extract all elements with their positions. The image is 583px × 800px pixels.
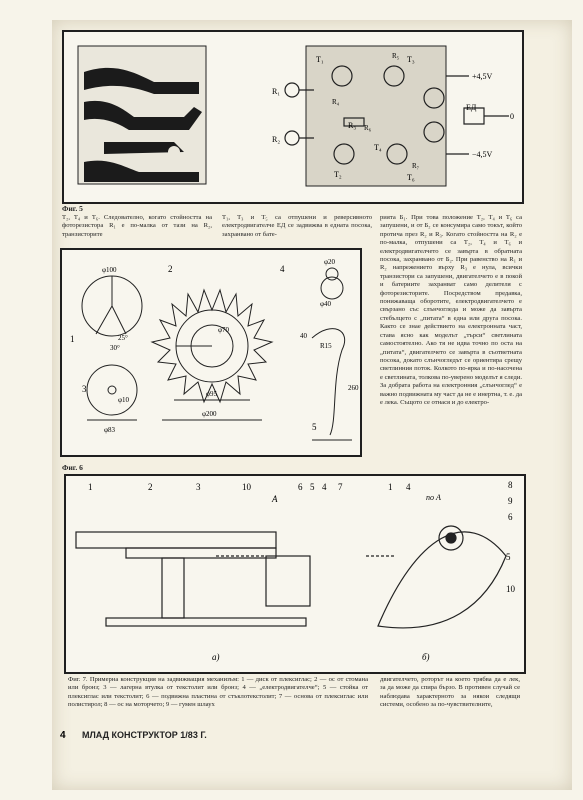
fig5-drawing <box>64 32 522 202</box>
fig6-drawing <box>62 250 360 455</box>
fig6-d83: φ83 <box>104 426 116 434</box>
fig5-zero: 0 <box>510 112 514 121</box>
fig6-d100: φ100 <box>102 266 117 274</box>
fig6-d40: φ40 <box>320 300 332 308</box>
fig7-n4: 4 <box>322 482 327 492</box>
fig7-n2: 2 <box>148 482 153 492</box>
fig6-n4: 4 <box>280 264 285 274</box>
fig5-r1: R₁ <box>272 87 281 96</box>
fig7-n5: 5 <box>310 482 315 492</box>
fig5-r4: R₄ <box>332 98 340 106</box>
fig7-n1b: 1 <box>388 482 393 492</box>
fig7-n1: 1 <box>88 482 93 492</box>
fig6-frame <box>60 248 362 457</box>
fig5-plus: +4,5V <box>472 72 493 81</box>
fig6-caption: Фиг. 6 <box>62 463 83 472</box>
fig6-n3: 3 <box>82 384 87 394</box>
fig5-minus: −4,5V <box>472 150 493 159</box>
fig5-t4: T₄ <box>374 143 382 152</box>
fig7-n4b: 4 <box>406 482 411 492</box>
fig5-t6: T₆ <box>407 173 415 182</box>
fig7-n3: 3 <box>196 482 201 492</box>
fig7-drawing <box>66 476 524 672</box>
fig7-n10: 10 <box>242 482 251 492</box>
text2-col2: двигателчето, роторът на което трябва да е лек, за да може да спира бързо. В противен случай се наблюдава характерното за някои следящи системи, особено за по-чувствителните, <box>380 676 520 709</box>
component-board <box>306 46 446 186</box>
fig7-poa: по A <box>426 493 441 502</box>
magazine-title: МЛАД КОНСТРУКТОР 1/83 Г. <box>82 730 207 740</box>
fig5-ed: ЕД <box>466 103 477 112</box>
fig7-frame <box>64 474 526 674</box>
text1-col2: T₁, T₃ и T₅ са отпушени и реверсивното електродвигателче ЕД се задвижва в едната посока, захранвано от бате- <box>222 214 372 238</box>
fig7-n9: 9 <box>508 496 513 506</box>
fig6-d20: φ20 <box>324 258 336 266</box>
fig7-a: A <box>272 494 278 504</box>
fig6-h40: 40 <box>300 332 307 340</box>
fig5-r2: R₂ <box>272 135 281 144</box>
fig6-n2: 2 <box>168 264 173 274</box>
fig6-r15: R15 <box>320 342 332 350</box>
fig6-h260: 260 <box>348 384 359 392</box>
fig5-t1: T₁ <box>316 55 324 64</box>
fig7-n10b: 10 <box>506 584 515 594</box>
page-number: 4 <box>60 730 66 741</box>
fig7-tb: б) <box>422 652 430 662</box>
fig7-ta: a) <box>212 652 220 662</box>
pcb-traces <box>78 46 206 184</box>
fig5-t3: T₃ <box>407 55 415 64</box>
fig7-n6: 6 <box>298 482 303 492</box>
text1-col3: рията Б₁. При това положение T₂, T₄ и T₆ са запушени, и от Б₂ се консумира само токът, който протича през R₂ и R₃. Когато стойността на R₂ е по-малка, отпушени са T₂, T₄ и T₆ и електродвигателчето се завърта в обратната посока, захранвано от Б₂. При равенство на R₁ и R₂ напрежението върху R₃ е нула, всички транзистори са запушени, двигателчето е в покой и батериите захранват само делителя с фоторезисторите. Посредством предавка, понижаваща оборотите, електродвигателчето е свързано със слънчогледа и може да завърта стебълцето с „питата“ в една или друга посока. Както се знае действието на електронната част, става ясно как моделът „търси“ светлината самостоятелно. Ако тя не идва точно по оста на „питата“, двигателчето се завърта в съответната посока, докато слънчогледът се ориентира срещу светлинния поток. Колкото по-ярка и по-насочена е светлината, толкова по-уверено моделът я следи. За добрата работа на електронния „слънчоглед“ е важно подвижната му част да не е инертна, т. е. да е лека. Същото се отнася и до електро- <box>380 214 522 406</box>
fig5-r5: R₅ <box>392 52 400 60</box>
fig5-frame <box>62 30 524 204</box>
fig7-n7: 7 <box>338 482 343 492</box>
fig6-d10: φ10 <box>118 396 130 404</box>
fig6-n1: 1 <box>70 334 75 344</box>
fig6-d95: φ95 <box>206 390 218 398</box>
fig7-n6b: 6 <box>508 512 513 522</box>
fig7-n8: 8 <box>508 480 513 490</box>
fig6-n5: 5 <box>312 422 317 432</box>
fig5-r7: R₇ <box>412 162 420 170</box>
text1-col1: T₂, T₄ и T₆. Следователно, когато стойността на фоторезистора R₁ е по-малка от тази на R₂, транзисторите <box>62 214 212 238</box>
text2-col1: Фиг. 7. Примерна конструкция на задвижващия механизъм: 1 — диск от плексиглас; 2 — ос от стомана или бронз; 3 — лагерна втулка от текстолит или бронз; 4 — „електродвигателче“; 5 — стойка от плексиглас или текстолит; 6 — подвижна пластина от стъклотекстолит; 7 — основа от плексиглас или полистирол; 8 — ос на моторчето; 9 — гумен шлаух <box>68 676 368 709</box>
fig5-caption: Фиг. 5 <box>62 204 83 213</box>
fig6-a30: 30° <box>110 344 120 352</box>
fig6-a25: 25° <box>118 334 128 342</box>
fig6-d70: φ70 <box>218 326 230 334</box>
fig5-t2: T₂ <box>334 170 342 179</box>
fig7-n5b: 5 <box>506 552 511 562</box>
fig5-r3: R₃ <box>348 121 357 130</box>
fig5-r6: R₆ <box>364 124 372 132</box>
fig6-d200: φ200 <box>202 410 217 418</box>
